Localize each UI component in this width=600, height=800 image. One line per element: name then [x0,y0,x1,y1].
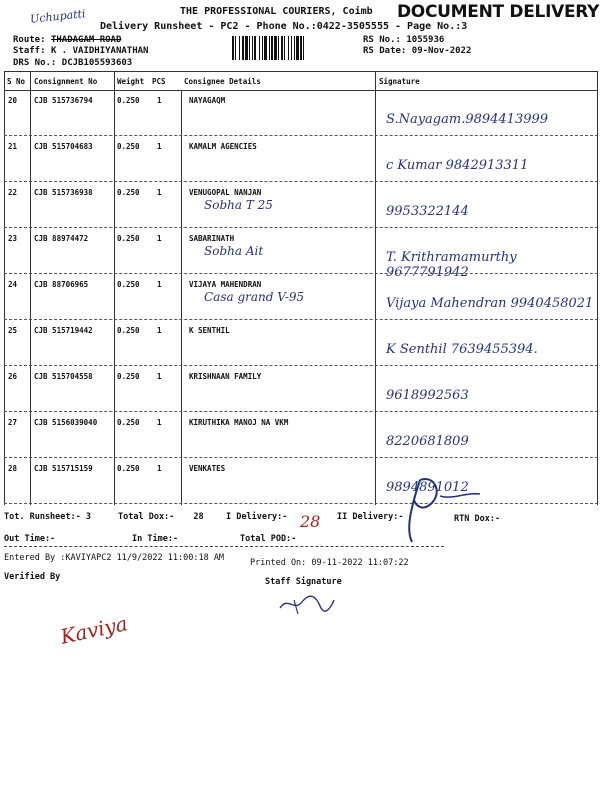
row-weight: 0.250 [117,464,140,473]
row-signature: 9953322144 [386,204,469,219]
row-weight: 0.250 [117,372,140,381]
row-sno: 20 [8,96,18,105]
row-pcs: 1 [157,464,162,473]
row-pcs: 1 [157,142,162,151]
row-consignment-no: CJB 515719442 [34,326,93,335]
row-signature: c Kumar 9842913311 [386,158,529,173]
col-header-consignee: Consignee Details [184,77,261,86]
row-weight: 0.250 [117,96,140,105]
row-handwritten-note: Sobha Ait [204,244,264,258]
row-signature: S.Nayagam.9894413999 [386,112,549,127]
row-pcs: 1 [157,326,162,335]
row-sno: 22 [8,188,18,197]
row-separator [4,135,598,136]
row-signature: 8220681809 [386,434,469,449]
i-delivery-value: 28 [300,512,321,531]
rs-date-label: RS Date: [363,46,407,56]
row-weight: 0.250 [117,234,140,243]
total-dox-value: 28 [193,512,204,522]
rtn-dox-label: RTN Dox:- [454,514,501,524]
row-consignee: VENKATES [189,464,226,473]
out-time-label: Out Time:- [4,534,56,544]
total-dox-label: Total Dox:- [118,512,175,522]
staff-signature-scribble [276,592,336,616]
row-pcs: 1 [157,188,162,197]
row-sno: 26 [8,372,18,381]
row-sno: 25 [8,326,18,335]
row-handwritten-note: Casa grand V-95 [204,290,305,304]
row-weight: 0.250 [117,188,140,197]
row-sno: 24 [8,280,18,289]
row-consignment-no: CJB 88706965 [34,280,89,289]
row-signature: K Senthil 7639455394. [386,342,538,357]
row-pcs: 1 [157,372,162,381]
row-pcs: 1 [157,234,162,243]
i-delivery [226,512,287,522]
row-consignee: VIJAYA MAHENDRAN [189,280,262,289]
row-weight: 0.250 [117,326,140,335]
row-sno: 28 [8,464,18,473]
rs-date-line [363,46,471,56]
row-consignment-no: CJB 515704683 [34,142,93,151]
row-sno: 23 [8,234,18,243]
entered-by: Entered By :KAVIYAPC2 11/9/2022 11:00:18 AM [4,553,225,563]
barcode-image [232,36,356,60]
row-consignment-no: CJB 515736794 [34,96,93,105]
verified-by-signature: Kaviya [58,611,130,649]
route-line [13,35,121,45]
row-weight: 0.250 [117,418,140,427]
drs-line [13,58,132,68]
row-consignment-no: CJB 88974472 [34,234,89,243]
footer-divider [4,546,444,547]
tot-runsheet-label: Tot. Runsheet:- [4,512,81,522]
row-consignee: KIRUTHIKA MANOJ NA VKM [189,418,289,427]
runsheet-title: Delivery Runsheet - PC2 - Phone No.:0422-3505555 - Page No.:3 [100,21,468,32]
runsheet-table [4,71,598,505]
company-name: THE PROFESSIONAL COURIERS, Coimb [180,6,373,17]
row-consignee: VENUGOPAL NANJAN [189,188,262,197]
i-delivery-label: I Delivery:- [226,512,288,522]
printed-on: Printed On: 09-11-2022 11:07:22 [250,558,409,568]
rs-no-label: RS No.: [363,35,401,45]
row-signature: 9618992563 [386,388,469,403]
row-sno: 27 [8,418,18,427]
in-time-label: In Time:- [132,534,179,544]
ii-delivery-label: II Delivery:- [337,512,404,522]
row-consignment-no: CJB 5156039040 [34,418,98,427]
row-handwritten-note: Sobha T 25 [204,198,273,212]
drs-value: DCJB105593603 [61,58,133,68]
row-signature: T. Krithramamurthy 9677791942 [386,250,517,280]
col-header-sno: S No [7,77,26,86]
staff-line [13,46,148,56]
row-consignee: NAYAGAQM [189,96,226,105]
staff-signature-label: Staff Signature [265,577,342,587]
row-signature: 9894891012 [386,480,469,495]
row-pcs: 1 [157,96,162,105]
tot-runsheet [4,512,91,522]
col-header-signature: Signature [379,77,420,86]
row-weight: 0.250 [117,280,140,289]
drs-label: DRS No.: [13,58,57,68]
staff-value: K . VAIDHIYANATHAN [50,46,149,56]
row-weight: 0.250 [117,142,140,151]
row-consignee: K SENTHIL [189,326,230,335]
row-separator [4,319,598,320]
row-separator [4,181,598,182]
row-pcs: 1 [157,418,162,427]
large-signature-scribble [400,470,520,550]
rs-date-value: 09-Nov-2022 [411,46,472,56]
verified-by-label: Verified By [4,572,61,582]
rs-no-value: 1055936 [406,35,445,45]
col-header-consignment: Consignment No [34,77,98,86]
row-separator [4,273,598,274]
row-consignee: KAMALM AGENCIES [189,142,257,151]
route-value: THADAGAM ROAD [50,35,122,45]
row-sno: 21 [8,142,18,151]
col-header-weight: Weight [117,77,145,86]
staff-label: Staff: [13,46,46,56]
row-consignee: KRISHNAAN FAMILY [189,372,262,381]
total-pod-label: Total POD:- [240,534,297,544]
total-dox [118,512,204,522]
row-separator [4,411,598,412]
document-type-heading: DOCUMENT DELIVERY [397,2,600,22]
route-label: Route: [13,35,46,45]
row-consignment-no: CJB 515715159 [34,464,93,473]
row-consignee: SABARINATH [189,234,235,243]
tot-runsheet-value: 3 [85,512,92,522]
col-header-pcs: PCS [152,77,166,86]
row-signature: Vijaya Mahendran 9940458021 [386,296,594,311]
row-separator [4,457,598,458]
row-consignment-no: CJB 515704558 [34,372,93,381]
row-pcs: 1 [157,280,162,289]
row-separator [4,365,598,366]
rs-no-line [363,35,444,45]
row-separator [4,227,598,228]
row-consignment-no: CJB 515736938 [34,188,93,197]
handwritten-route-note: Uchupatti [29,7,87,26]
